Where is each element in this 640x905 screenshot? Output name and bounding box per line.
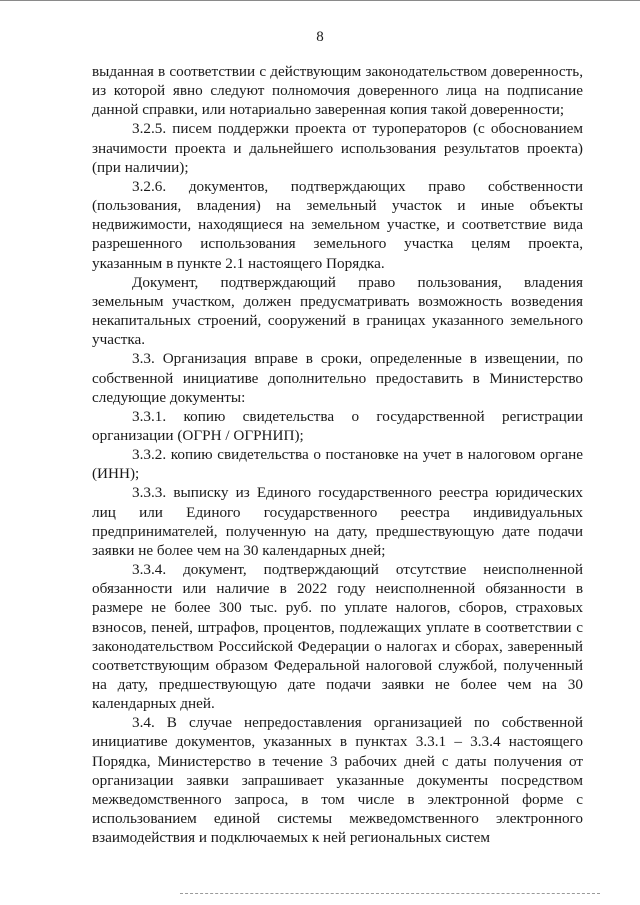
paragraph-3-3-2: 3.3.2. копию свидетельства о постановке на учет в налоговом органе (ИНН); xyxy=(92,446,583,483)
paragraph-3-2-5: 3.2.5. писем поддержки проекта от туроператоров (с обоснованием значимости проекта и дальнейшего использования результатов проекта) (при наличии); xyxy=(92,120,583,176)
paragraph-3-3-4: 3.3.4. документ, подтверждающий отсутствие неисполненной обязанности или наличие в 2022 году неисполненной обязанности в размере не более 300 тыс. руб. по уплате налогов, сборов, страховых взносов, пеней, штрафов, процентов, подлежащих уплате в соответствии с законодательством Российской Федерации о налогах и сборах, заверенный соответствующим образом Федеральной налоговой службой, полученный на дату, предшествующую дате подачи заявки не более чем на 30 календарных дней. xyxy=(92,561,583,713)
paragraph-3-3-1: 3.3.1. копию свидетельства о государственной регистрации организации (ОГРН / ОГРНИП); xyxy=(92,407,583,444)
paragraph-3-3-3: 3.3.3. выписку из Единого государственного реестра юридических лиц или Единого государственного реестра индивидуальных предпринимателей, полученную на дату, предшествующую дате подачи заявки не более чем на 30 календарных дней; xyxy=(92,484,583,559)
paragraph-3-3: 3.3. Организация вправе в сроки, определенные в извещении, по собственной инициативе дополнительно предоставить в Министерство следующие документы: xyxy=(92,350,583,406)
paragraph-3-4: 3.4. В случае непредоставления организацией по собственной инициативе документов, указанных в пунктах 3.3.1 – 3.3.4 настоящего Порядка, Министерство в течение 3 рабочих дней с даты получения от организации заявки запрашивает указанные документы посредством межведомственного запроса, в том числе в электронной форме с использованием единой системы межведомственного электронного взаимодействия и подключаемых к ней региональных систем xyxy=(92,714,583,847)
document-body xyxy=(92,62,583,847)
paragraph-land-document: Документ, подтверждающий право пользования, владения земельным участком, должен предусматривать возможность возведения некапитальных строений, сооружений в границах указанного земельного участка. xyxy=(92,273,583,349)
paragraph-continuation: выданная в соответствии с действующим законодательством доверенность, из которой явно следуют полномочия доверенного лица на подписание данной справки, или нотариально заверенная копия такой доверенности; xyxy=(92,63,583,119)
scan-edge-bottom xyxy=(180,893,600,895)
scan-edge-top xyxy=(0,0,640,1)
paragraph-3-2-6: 3.2.6. документов, подтверждающих право собственности (пользования, владения) на земельный участок и иные объекты недвижимости, находящиеся на земельном участке, и соответствие вида разрешенного использования земельного участка целям проекта, указанным в пункте 2.1 настоящего Порядка. xyxy=(92,177,583,272)
page-number: 8 xyxy=(316,29,324,45)
